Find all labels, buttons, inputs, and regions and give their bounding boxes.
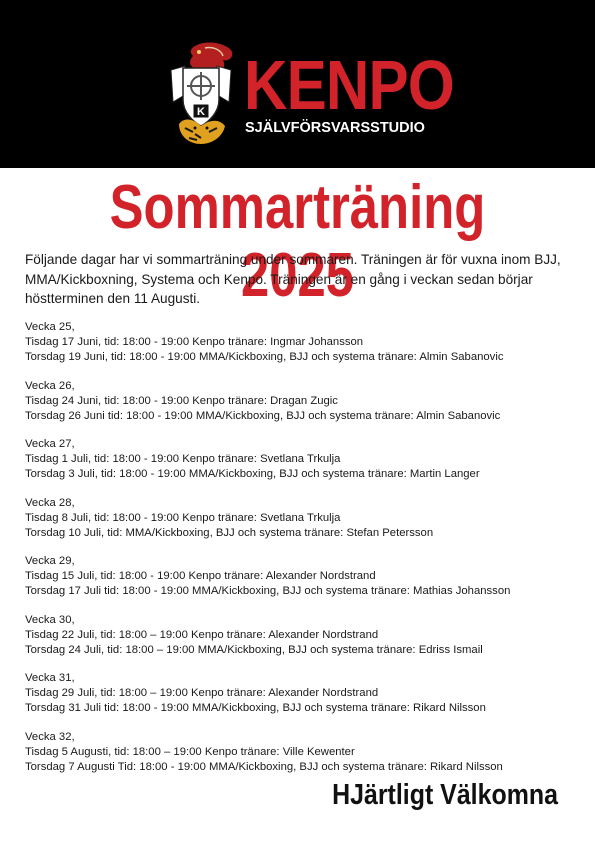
intro-paragraph: Följande dagar har vi sommarträning under sommaren. Träningen är för vuxna inom BJJ, MMA/Kickboxning, Systema och Kenpo. Träningen är en gång i veckan sedan börjar höstterminen den 11 Augusti. xyxy=(25,252,561,306)
week-heading: Vecka 25, xyxy=(25,321,75,333)
session-line: Torsdag 26 Juni tid: 18:00 - 19:00 MMA/Kickboxing, BJJ och systema tränare: Almin Sabanovic xyxy=(25,409,501,422)
week-block xyxy=(25,613,585,658)
session-line: Torsdag 3 Juli, tid: 18:00 - 19:00 MMA/Kickboxing, BJJ och systema tränare: Martin Langer xyxy=(25,468,480,480)
session-line: Torsdag 10 Juli, tid: MMA/Kickboxing, BJJ och systema tränare: Stefan Petersson xyxy=(25,526,434,539)
emblem-letter: K xyxy=(197,106,205,118)
header-banner xyxy=(0,0,595,168)
week-heading: Vecka 29, xyxy=(25,555,75,567)
brand-subtitle: SJÄLVFÖRSVARSSTUDIO xyxy=(245,120,425,136)
week-heading: Vecka 31, xyxy=(25,672,75,684)
session-line: Tisdag 17 Juni, tid: 18:00 - 19:00 Kenpo tränare: Ingmar Johansson xyxy=(25,336,364,348)
session-line: Tisdag 15 Juli, tid: 18:00 - 19:00 Kenpo tränare: Alexander Nordstrand xyxy=(25,570,376,582)
session-line: Tisdag 22 Juli, tid: 18:00 – 19:00 Kenpo tränare: Alexander Nordstrand xyxy=(25,628,379,641)
week-block xyxy=(25,671,585,716)
week-block xyxy=(25,730,585,775)
kenpo-emblem-icon xyxy=(165,40,237,148)
session-line: Tisdag 8 Juli, tid: 18:00 - 19:00 Kenpo tränare: Svetlana Trkulja xyxy=(25,511,341,524)
week-block xyxy=(25,496,585,541)
session-line: Tisdag 1 Juli, tid: 18:00 - 19:00 Kenpo tränare: Svetlana Trkulja xyxy=(25,453,341,465)
session-line: Torsdag 24 Juli, tid: 18:00 – 19:00 MMA/Kickboxing, BJJ och systema tränare: Edriss Ismail xyxy=(25,643,483,656)
week-block xyxy=(25,437,585,482)
welcome-footer: HJärtligt Välkomna xyxy=(332,779,558,811)
week-heading: Vecka 28, xyxy=(25,496,75,509)
week-heading: Vecka 30, xyxy=(25,613,75,626)
session-line: Torsdag 7 Augusti Tid: 18:00 - 19:00 MMA/Kickboxing, BJJ och systema tränare: Rikard Nilsson xyxy=(25,760,503,773)
session-line: Tisdag 29 Juli, tid: 18:00 – 19:00 Kenpo tränare: Alexander Nordstrand xyxy=(25,687,379,699)
session-line: Torsdag 19 Juni, tid: 18:00 - 19:00 MMA/Kickboxing, BJJ och systema tränare: Almin Sabanovic xyxy=(25,351,504,363)
week-heading: Vecka 32, xyxy=(25,730,75,743)
session-line: Torsdag 31 Juli tid: 18:00 - 19:00 MMA/Kickboxing, BJJ och systema tränare: Rikard Nilsson xyxy=(25,702,486,714)
session-line: Tisdag 24 Juni, tid: 18:00 - 19:00 Kenpo tränare: Dragan Zugic xyxy=(25,394,338,407)
session-line: Torsdag 17 Juli tid: 18:00 - 19:00 MMA/Kickboxing, BJJ och systema tränare: Mathias Johansson xyxy=(25,585,511,597)
session-line: Tisdag 5 Augusti, tid: 18:00 – 19:00 Kenpo tränare: Ville Kewenter xyxy=(25,745,355,758)
brand-name: KENPO xyxy=(244,46,454,124)
week-heading: Vecka 26, xyxy=(25,379,75,392)
schedule-list xyxy=(25,320,585,788)
week-block xyxy=(25,320,585,365)
week-block xyxy=(25,554,585,599)
week-heading: Vecka 27, xyxy=(25,438,75,450)
page-title: Sommarträning 2025 xyxy=(109,173,486,310)
week-block xyxy=(25,379,585,424)
